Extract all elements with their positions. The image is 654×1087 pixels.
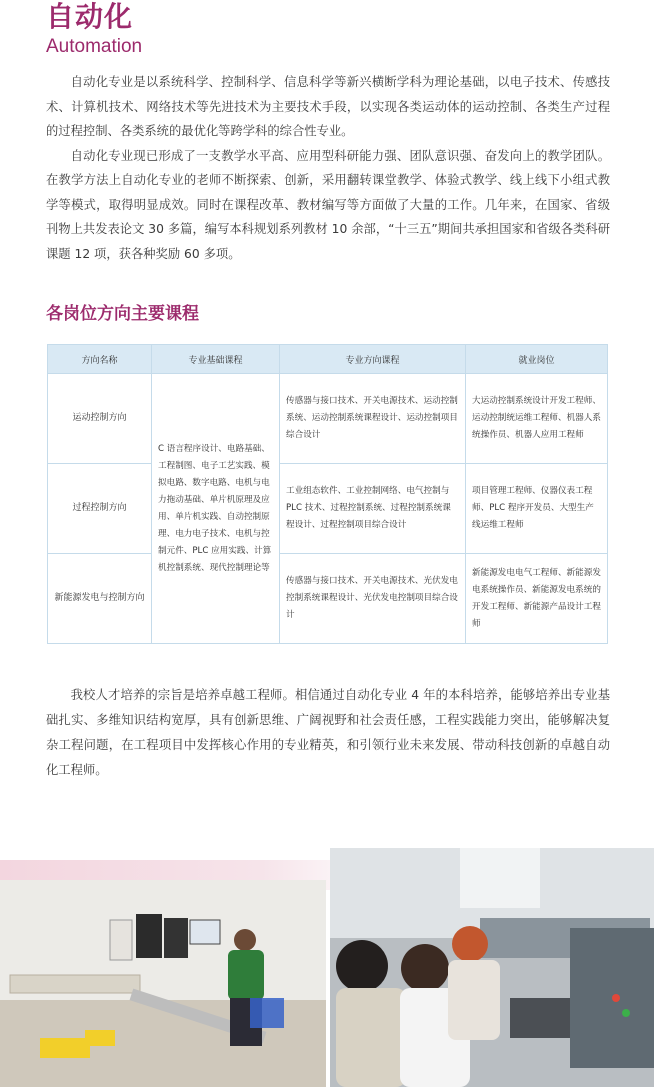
photo-strip: [0, 848, 654, 1087]
page-subtitle-english: Automation: [46, 36, 143, 57]
direction-courses-cell: 工业组态软件、工业控制网络、电气控制与 PLC 技术、过程控制系统、过程控制系统课程设计、过程控制项目综合设计: [280, 464, 466, 554]
lab-photo-left: [0, 880, 326, 1087]
direction-cell: 运动控制方向: [48, 374, 152, 464]
direction-cell: 过程控制方向: [48, 464, 152, 554]
intro-paragraph: 自动化专业现已形成了一支教学水平高、应用型科研能力强、团队意识强、奋发向上的教学团队。在教学方法上自动化专业的老师不断探索、创新，采用翻转课堂教学、体验式教学、线上线下小组式教学等模式，取得明显成效。同时在课程改革、教材编写等方面做了大量的工作。几年来，在国家、省级刊物上共发表论文 30 多篇，编写本科规划系列教材 10 余部，“十三五”期间共承担国家和省级各类科研课题 12 项，获各种奖励 60 多项。: [46, 148, 610, 261]
courses-table: [47, 344, 608, 644]
direction-courses-cell: 传感器与接口技术、开关电源技术、光伏发电控制系统课程设计、光伏发电控制项目综合设计: [280, 554, 466, 644]
table-row: [48, 554, 608, 644]
outro-section: [46, 683, 610, 783]
outro-paragraph: 我校人才培养的宗旨是培养卓越工程师。相信通过自动化专业 4 年的本科培养，能够培养出专业基础扎实、多维知识结构宽厚，具有创新思维、广阔视野和社会责任感，工程实践能力突出，能够解决复杂工程问题，在工程项目中发挥核心作用的专业精英，和引领行业未来发展、带动科技创新的卓越自动化工程师。: [46, 688, 610, 777]
jobs-cell: 项目管理工程师、仪器仪表工程师、PLC 程序开发员、大型生产线运维工程师: [466, 464, 608, 554]
lab-photo-right: [330, 848, 654, 1087]
jobs-cell: 新能源发电电气工程师、新能源发电系统操作员、新能源发电系统的开发工程师、新能源产品设计工程师: [466, 554, 608, 644]
table-header-row: [48, 345, 608, 374]
header-direction: 方向名称: [48, 345, 152, 374]
page-title: 自动化: [46, 0, 134, 33]
direction-courses-cell: 传感器与接口技术、开关电源技术、运动控制系统、运动控制系统课程设计、运动控制项目综合设计: [280, 374, 466, 464]
jobs-cell: 大运动控制系统设计开发工程师、运动控制统运维工程师、机器人系统操作员、机器人应用工程师: [466, 374, 608, 464]
header-direction-courses: 专业方向课程: [280, 345, 466, 374]
table-row: [48, 464, 608, 554]
table-row: [48, 374, 608, 464]
foundation-courses-cell: C 语言程序设计、电路基础、工程制图、电子工艺实践、模拟电路、数字电路、电机与电力拖动基础、单片机原理及应用、单片机实践、自动控制原理、电力电子技术、电机与控制元件、PLC 应用实践、计算机控制系统、现代控制理论等: [152, 374, 280, 644]
header-jobs: 就业岗位: [466, 345, 608, 374]
intro-section: [46, 70, 610, 266]
lab-photo-left-illustration: [0, 880, 326, 1087]
header-foundation-courses: 专业基础课程: [152, 345, 280, 374]
lab-photo-right-illustration: [330, 848, 654, 1087]
intro-paragraph: 自动化专业是以系统科学、控制科学、信息科学等新兴横断学科为理论基础，以电子技术、传感技术、计算机技术、网络技术等先进技术为主要技术手段，以实现各类运动体的运动控制、各类生产过程的过程控制、各类系统的最优化等跨学科的综合性专业。: [46, 75, 610, 138]
courses-section-title: 各岗位方向主要课程: [46, 304, 199, 324]
direction-cell: 新能源发电与控制方向: [48, 554, 152, 644]
